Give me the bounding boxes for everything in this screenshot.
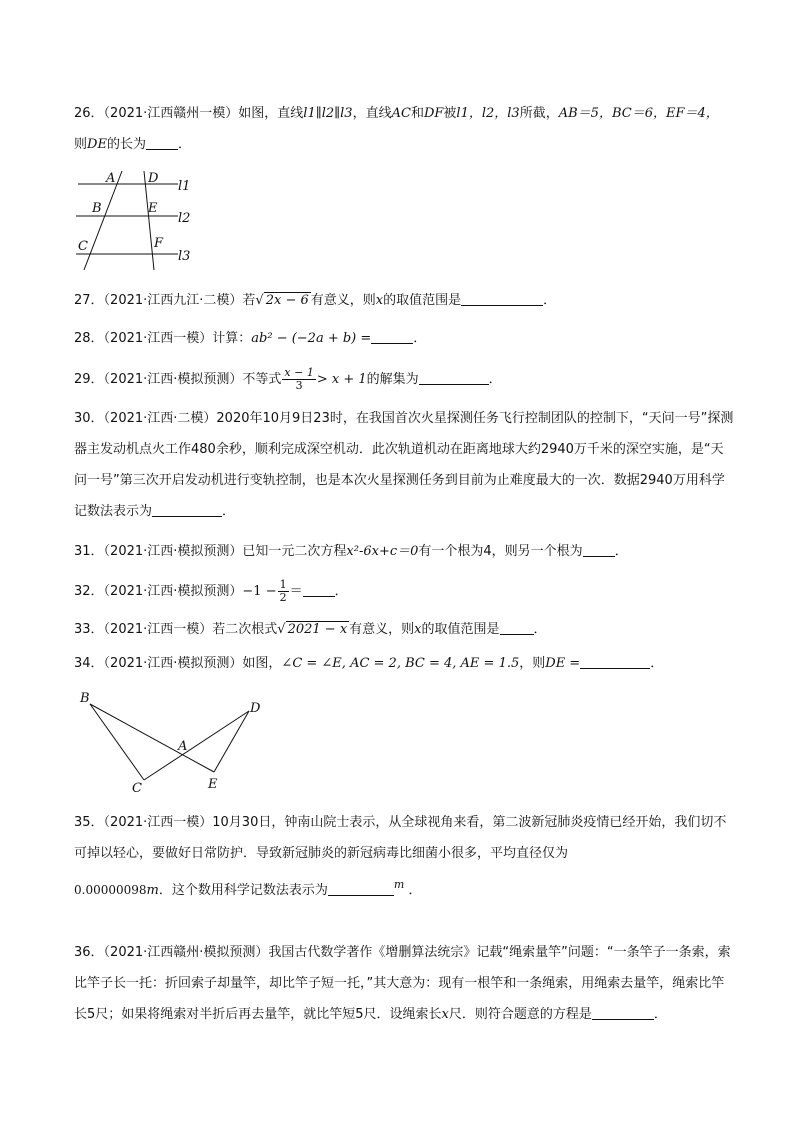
- label-c: C: [78, 239, 88, 254]
- fraction: [278, 579, 289, 604]
- label-a: A: [106, 171, 116, 186]
- variable-x: x: [375, 293, 384, 308]
- question-source: （2021·江西·模拟预测）: [103, 544, 243, 559]
- question-26: [74, 98, 734, 160]
- line-names: l1，l2，l3: [456, 106, 520, 121]
- period: ．: [334, 584, 348, 599]
- text: ，则: [519, 656, 546, 671]
- period: ．: [413, 331, 427, 346]
- text: 已知一元二次方程: [242, 544, 347, 559]
- text: ，直线: [352, 106, 392, 121]
- period: ．: [614, 544, 628, 559]
- text: 有意义，则: [310, 293, 376, 308]
- answer-blank[interactable]: [580, 654, 650, 669]
- question-source: （2021·江西赣州·模拟预测）: [103, 945, 269, 960]
- period: ．: [488, 372, 502, 387]
- question-number: 35．: [74, 815, 104, 830]
- text: 的取值范围是: [383, 293, 462, 308]
- text: 有一个根为4，则另一个根为: [418, 544, 583, 559]
- text: 如图，直线: [238, 106, 304, 121]
- denominator: 2: [279, 591, 287, 604]
- question-29: [74, 364, 734, 395]
- answer-blank[interactable]: [461, 291, 543, 306]
- question-number: 31．: [74, 544, 104, 559]
- question-number: 29．: [74, 372, 104, 387]
- answer-blank[interactable]: [152, 502, 222, 517]
- period: ．: [222, 504, 236, 519]
- period: ．: [408, 883, 422, 898]
- answer-blank[interactable]: [500, 620, 534, 635]
- variable-x: x: [414, 622, 422, 637]
- text: 则: [74, 137, 88, 152]
- text: 计算：: [212, 331, 252, 346]
- expression: ab² − (−2a + b) =: [251, 331, 372, 346]
- label-c: C: [132, 781, 142, 796]
- question-text: 尺．则符合题意的方程是: [448, 1007, 592, 1022]
- radical-expression: √ 2021 − x: [277, 622, 348, 637]
- fraction: [282, 367, 315, 392]
- radical-expression: √ 2x − 6: [255, 293, 309, 308]
- equation: x²-6x+c＝0: [346, 544, 419, 559]
- question-source: （2021·江西·模拟预测）: [103, 584, 243, 599]
- answer-blank[interactable]: [583, 542, 615, 557]
- line-df: DF: [423, 106, 444, 121]
- label-f: F: [154, 236, 164, 251]
- line-ac: [84, 171, 122, 270]
- period: ．: [533, 622, 547, 637]
- question-source: （2021·江西·二模）: [103, 411, 217, 426]
- question-source: （2021·江西赣州一模）: [103, 106, 239, 121]
- question-34: [74, 648, 734, 679]
- label-e: E: [148, 201, 158, 216]
- text: 所截，: [519, 106, 559, 121]
- question-number: 36．: [74, 945, 104, 960]
- question-32: [74, 576, 734, 607]
- question-source: （2021·江西·模拟预测）: [103, 656, 243, 671]
- question-31: [74, 536, 734, 567]
- label-d: D: [250, 701, 261, 716]
- answer-blank[interactable]: [303, 582, 335, 597]
- text: 的取值范围是: [421, 622, 500, 637]
- expression: −1 −: [242, 584, 277, 599]
- question-number: 32．: [74, 584, 104, 599]
- unit: m: [146, 883, 159, 898]
- segment-be: [90, 704, 214, 772]
- label-b: B: [80, 691, 90, 706]
- segment-de: DE: [87, 137, 107, 152]
- question-number: 33．: [74, 622, 104, 637]
- text: 不等式: [242, 372, 282, 387]
- answer-blank[interactable]: [146, 135, 178, 150]
- text: 如图，: [242, 656, 282, 671]
- label-l1: l1: [178, 179, 191, 194]
- question-number: 30．: [74, 411, 104, 426]
- text: 被: [443, 106, 457, 121]
- radicand: 2021 − x: [287, 622, 348, 637]
- question-28: [74, 323, 734, 354]
- label-b: B: [92, 201, 102, 216]
- radicand: 2x − 6: [265, 293, 309, 308]
- label-l3: l3: [178, 249, 191, 264]
- segment-de: DE =: [545, 656, 581, 671]
- label-d: D: [148, 171, 159, 186]
- question-source: （2021·江西九江·二模）: [103, 293, 243, 308]
- denominator: 3: [295, 379, 303, 392]
- text: 若: [242, 293, 256, 308]
- answer-blank[interactable]: [371, 329, 413, 344]
- question-text: 2020年10月9日23时，在我国首次火星探测任务飞行控制团队的控制下，“天问一号”探测器主发动机点火工作480余秒，顺利完成深空机动．此次轨道机动在距离地球大约2940万千米的深空实施，是“天问一号”第三次开启发动机进行变轨控制，也是本次火星探测任务到目前为止难度最大的一次．数据2940万用科学记数法表示为: [74, 411, 734, 519]
- value: 0.00000098: [74, 883, 147, 897]
- variable-x: x: [441, 1007, 449, 1022]
- text: ．这个数用科学记数法表示为: [158, 883, 328, 898]
- equals: ＝: [289, 584, 303, 599]
- question-35: [74, 807, 734, 906]
- question-33: [74, 614, 734, 645]
- question-source: （2021·江西·模拟预测）: [103, 372, 243, 387]
- period: ．: [177, 137, 191, 152]
- given-values: AB＝5，BC＝6，EF＝4，: [558, 106, 719, 121]
- question-source: （2021·江西一模）: [103, 622, 213, 637]
- label-l2: l2: [178, 211, 191, 226]
- period: ．: [543, 293, 557, 308]
- period: ．: [650, 656, 664, 671]
- segment-ed: [214, 711, 249, 772]
- question-number: 27．: [74, 293, 104, 308]
- answer-blank[interactable]: [419, 370, 489, 385]
- parallel-expression: l1∥l2∥l3: [303, 106, 353, 121]
- question-source: （2021·江西一模）: [103, 815, 213, 830]
- figure-triangles: [74, 688, 274, 798]
- question-text: 10月30日，钟南山院士表示，从全球视角来看，第二波新冠肺炎疫情已经开始，我们切不可掉以轻心，要做好日常防护．导致新冠肺炎的新冠病毒比细菌小很多，平均直径仅为: [74, 815, 727, 861]
- text: 和: [410, 106, 424, 121]
- question-number: 34．: [74, 656, 104, 671]
- question-number: 26．: [74, 106, 104, 121]
- given-conditions: ∠C = ∠E, AC = 2, BC = 4, AE = 1.5: [281, 656, 520, 671]
- question-source: （2021·江西一模）: [103, 331, 213, 346]
- line-ac: AC: [391, 106, 411, 121]
- segment-cd: [144, 711, 249, 780]
- question-36: [74, 937, 734, 1030]
- numerator: x − 1: [284, 366, 314, 379]
- unit: m: [393, 878, 405, 891]
- question-text: 我国古代数学著作《增删算法统宗》记载“绳索量竿”问题：“一条竿子一条索，索比竿子长一托：折回索子却量竿，却比竿子短一托，”其大意为：现有一根竿和一条绳索，用绳索去量竿，绳索比竿长5尺；如果将绳索对半折后再去量竿，就比竿短5尺．设绳索长: [74, 945, 731, 1022]
- question-number: 28．: [74, 331, 104, 346]
- question-30: [74, 403, 734, 527]
- numerator: 1: [279, 578, 287, 591]
- text: 若二次根式: [212, 622, 278, 637]
- question-27: [74, 285, 734, 316]
- text: 的长为: [106, 137, 146, 152]
- figure-parallel-lines: [70, 168, 200, 272]
- segment-bc: [90, 704, 144, 780]
- label-a: A: [178, 739, 188, 754]
- answer-blank[interactable]: [592, 1005, 654, 1020]
- period: ．: [653, 1007, 667, 1022]
- text: 有意义，则: [349, 622, 415, 637]
- label-e: E: [208, 777, 218, 792]
- text: 的解集为: [366, 372, 419, 387]
- inequality-rhs: > x + 1: [316, 372, 367, 387]
- answer-blank[interactable]: [328, 881, 394, 896]
